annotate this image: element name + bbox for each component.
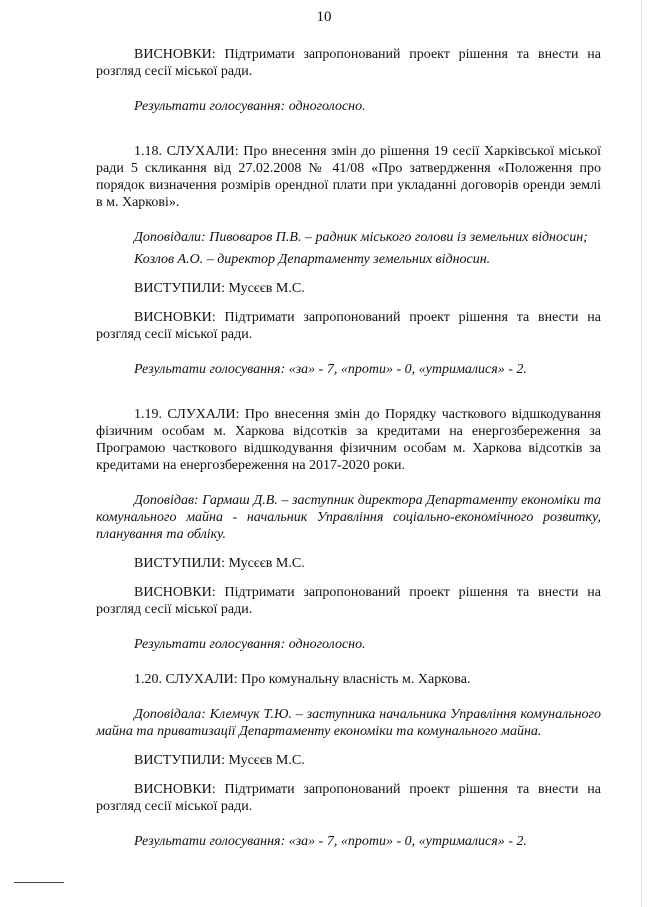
conclusions-paragraph: ВИСНОВКИ: Підтримати запропонований проект рішення та внести на розгляд сесії міської ради.: [96, 782, 601, 814]
voting-results: Результати голосування: одноголосно.: [134, 99, 366, 114]
spoke-paragraph: ВИСТУПИЛИ: Мусєєв М.С.: [134, 753, 305, 768]
speakers-paragraph: Доповідала: Клемчук Т.Ю. – заступника начальника Управління комунального майна та приватизації Департаменту економіки та комунального майна.: [96, 707, 601, 739]
conclusions-paragraph: ВИСНОВКИ: Підтримати запропонований проект рішення та внести на розгляд сесії міської ради.: [96, 47, 601, 79]
speakers-paragraph: Доповідав: Гармаш Д.В. – заступник директора Департаменту економіки та комунального майна - начальник Управління соціально-економічного розвитку, планування та обліку.: [96, 493, 601, 542]
agenda-item-1-20: 1.20. СЛУХАЛИ: Про комунальну власність м. Харкова.: [134, 672, 471, 687]
page-edge-rule: [641, 0, 642, 907]
agenda-item-1-18: 1.18. СЛУХАЛИ: Про внесення змін до рішення 19 сесії Харківської міської ради 5 скликання від 27.02.2008 № 41/08 «Про затвердження «Положення про порядок визначення розмірів орендної плати при укладанні договорів оренди землі в м. Харкові».: [96, 144, 601, 210]
speakers-paragraph: Доповідали: Пивоваров П.В. – радник міського голови із земельних відносин;: [134, 230, 588, 245]
page-number: 10: [316, 9, 332, 25]
agenda-item-1-19: 1.19. СЛУХАЛИ: Про внесення змін до Порядку часткового відшкодування фізичним особам м. Харкова відсотків за кредитами на енергозбереження за Програмою часткового відшкодування фізичним особам м. Харкова відсотків за кредитами на енергозбереження на 2017-2020 роки.: [96, 407, 601, 473]
spoke-paragraph: ВИСТУПИЛИ: Мусєєв М.С.: [134, 281, 305, 296]
voting-results: Результати голосування: одноголосно.: [134, 637, 366, 652]
spoke-paragraph: ВИСТУПИЛИ: Мусєєв М.С.: [134, 556, 305, 571]
document-body: [96, 46, 601, 850]
footnote-rule: [14, 882, 64, 883]
voting-results: Результати голосування: «за» - 7, «проти» - 0, «утрималися» - 2.: [134, 834, 527, 849]
voting-results: Результати голосування: «за» - 7, «проти» - 0, «утрималися» - 2.: [134, 362, 527, 377]
speakers-paragraph-continued: Козлов А.О. – директор Департаменту земельних відносин.: [134, 252, 491, 267]
conclusions-paragraph: ВИСНОВКИ: Підтримати запропонований проект рішення та внести на розгляд сесії міської ради.: [96, 585, 601, 617]
conclusions-paragraph: ВИСНОВКИ: Підтримати запропонований проект рішення та внести на розгляд сесії міської ради.: [96, 310, 601, 342]
